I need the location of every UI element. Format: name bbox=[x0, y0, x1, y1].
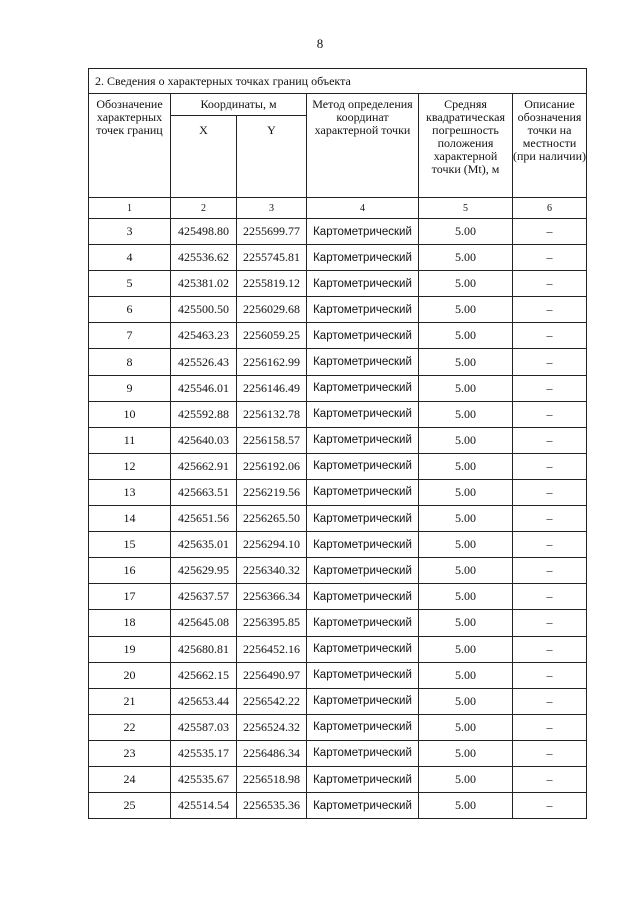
error-cell: 5.00 bbox=[419, 401, 513, 427]
description-cell: – bbox=[513, 714, 587, 740]
point-number-cell: 10 bbox=[89, 401, 171, 427]
header-x: X bbox=[171, 116, 237, 198]
error-cell: 5.00 bbox=[419, 297, 513, 323]
description-cell: – bbox=[513, 506, 587, 532]
point-number-cell: 6 bbox=[89, 297, 171, 323]
point-number-cell: 13 bbox=[89, 479, 171, 505]
error-cell: 5.00 bbox=[419, 636, 513, 662]
y-coordinate-cell: 2256294.10 bbox=[237, 532, 307, 558]
description-cell: – bbox=[513, 349, 587, 375]
point-number-cell: 4 bbox=[89, 245, 171, 271]
point-number-cell: 3 bbox=[89, 219, 171, 245]
description-cell: – bbox=[513, 584, 587, 610]
method-cell: Картометрический bbox=[307, 584, 419, 610]
column-number: 3 bbox=[237, 198, 307, 219]
column-number: 2 bbox=[171, 198, 237, 219]
error-cell: 5.00 bbox=[419, 584, 513, 610]
description-cell: – bbox=[513, 558, 587, 584]
x-coordinate-cell: 425662.91 bbox=[171, 453, 237, 479]
table-row bbox=[89, 584, 587, 610]
y-coordinate-cell: 2256490.97 bbox=[237, 662, 307, 688]
method-cell: Картометрический bbox=[307, 610, 419, 636]
description-cell: – bbox=[513, 610, 587, 636]
point-number-cell: 9 bbox=[89, 375, 171, 401]
description-cell: – bbox=[513, 297, 587, 323]
table-row bbox=[89, 558, 587, 584]
y-coordinate-cell: 2256192.06 bbox=[237, 453, 307, 479]
table-row bbox=[89, 401, 587, 427]
y-coordinate-cell: 2255745.81 bbox=[237, 245, 307, 271]
table-row bbox=[89, 688, 587, 714]
y-coordinate-cell: 2256524.32 bbox=[237, 714, 307, 740]
x-coordinate-cell: 425592.88 bbox=[171, 401, 237, 427]
y-coordinate-cell: 2255819.12 bbox=[237, 271, 307, 297]
header-y: Y bbox=[237, 116, 307, 198]
x-coordinate-cell: 425663.51 bbox=[171, 479, 237, 505]
table-row bbox=[89, 323, 587, 349]
error-cell: 5.00 bbox=[419, 662, 513, 688]
y-coordinate-cell: 2256486.34 bbox=[237, 740, 307, 766]
error-cell: 5.00 bbox=[419, 793, 513, 819]
x-coordinate-cell: 425498.80 bbox=[171, 219, 237, 245]
x-coordinate-cell: 425645.08 bbox=[171, 610, 237, 636]
x-coordinate-cell: 425514.54 bbox=[171, 793, 237, 819]
method-cell: Картометрический bbox=[307, 479, 419, 505]
point-number-cell: 22 bbox=[89, 714, 171, 740]
y-coordinate-cell: 2256265.50 bbox=[237, 506, 307, 532]
x-coordinate-cell: 425546.01 bbox=[171, 375, 237, 401]
description-cell: – bbox=[513, 401, 587, 427]
error-cell: 5.00 bbox=[419, 479, 513, 505]
method-cell: Картометрический bbox=[307, 453, 419, 479]
point-number-cell: 11 bbox=[89, 427, 171, 453]
method-cell: Картометрический bbox=[307, 740, 419, 766]
table-row bbox=[89, 610, 587, 636]
point-number-cell: 5 bbox=[89, 271, 171, 297]
x-coordinate-cell: 425640.03 bbox=[171, 427, 237, 453]
y-coordinate-cell: 2256452.16 bbox=[237, 636, 307, 662]
y-coordinate-cell: 2256518.98 bbox=[237, 766, 307, 792]
column-number: 4 bbox=[307, 198, 419, 219]
point-number-cell: 12 bbox=[89, 453, 171, 479]
method-cell: Картометрический bbox=[307, 558, 419, 584]
y-coordinate-cell: 2256340.32 bbox=[237, 558, 307, 584]
y-coordinate-cell: 2255699.77 bbox=[237, 219, 307, 245]
y-coordinate-cell: 2256162.99 bbox=[237, 349, 307, 375]
point-number-cell: 7 bbox=[89, 323, 171, 349]
point-number-cell: 15 bbox=[89, 532, 171, 558]
method-cell: Картометрический bbox=[307, 532, 419, 558]
point-number-cell: 24 bbox=[89, 766, 171, 792]
description-cell: – bbox=[513, 662, 587, 688]
method-cell: Картометрический bbox=[307, 349, 419, 375]
method-cell: Картометрический bbox=[307, 662, 419, 688]
x-coordinate-cell: 425587.03 bbox=[171, 714, 237, 740]
point-number-cell: 20 bbox=[89, 662, 171, 688]
table-row bbox=[89, 349, 587, 375]
description-cell: – bbox=[513, 636, 587, 662]
x-coordinate-cell: 425526.43 bbox=[171, 349, 237, 375]
description-cell: – bbox=[513, 271, 587, 297]
y-coordinate-cell: 2256535.36 bbox=[237, 793, 307, 819]
point-number-cell: 19 bbox=[89, 636, 171, 662]
y-coordinate-cell: 2256366.34 bbox=[237, 584, 307, 610]
error-cell: 5.00 bbox=[419, 427, 513, 453]
method-cell: Картометрический bbox=[307, 714, 419, 740]
y-coordinate-cell: 2256029.68 bbox=[237, 297, 307, 323]
error-cell: 5.00 bbox=[419, 532, 513, 558]
column-number-row bbox=[89, 198, 587, 219]
table-row bbox=[89, 479, 587, 505]
table-row bbox=[89, 662, 587, 688]
table-row bbox=[89, 532, 587, 558]
column-number: 6 bbox=[513, 198, 587, 219]
error-cell: 5.00 bbox=[419, 453, 513, 479]
method-cell: Картометрический bbox=[307, 219, 419, 245]
table-row bbox=[89, 297, 587, 323]
error-cell: 5.00 bbox=[419, 558, 513, 584]
description-cell: – bbox=[513, 766, 587, 792]
x-coordinate-cell: 425535.17 bbox=[171, 740, 237, 766]
table-row bbox=[89, 793, 587, 819]
point-number-cell: 25 bbox=[89, 793, 171, 819]
header-coordinates: Координаты, м bbox=[171, 94, 307, 116]
page-number: 8 bbox=[316, 36, 324, 51]
error-cell: 5.00 bbox=[419, 323, 513, 349]
section-title: 2. Сведения о характерных точках границ объекта bbox=[89, 69, 587, 94]
description-cell: – bbox=[513, 245, 587, 271]
description-cell: – bbox=[513, 323, 587, 349]
method-cell: Картометрический bbox=[307, 766, 419, 792]
method-cell: Картометрический bbox=[307, 506, 419, 532]
x-coordinate-cell: 425536.62 bbox=[171, 245, 237, 271]
x-coordinate-cell: 425500.50 bbox=[171, 297, 237, 323]
description-cell: – bbox=[513, 427, 587, 453]
x-coordinate-cell: 425463.23 bbox=[171, 323, 237, 349]
error-cell: 5.00 bbox=[419, 714, 513, 740]
point-number-cell: 14 bbox=[89, 506, 171, 532]
header-description: Описание обозначения точки на местности (при наличии) bbox=[513, 94, 587, 198]
method-cell: Картометрический bbox=[307, 297, 419, 323]
description-cell: – bbox=[513, 219, 587, 245]
method-cell: Картометрический bbox=[307, 323, 419, 349]
y-coordinate-cell: 2256146.49 bbox=[237, 375, 307, 401]
method-cell: Картометрический bbox=[307, 793, 419, 819]
table-row bbox=[89, 766, 587, 792]
error-cell: 5.00 bbox=[419, 506, 513, 532]
error-cell: 5.00 bbox=[419, 740, 513, 766]
description-cell: – bbox=[513, 532, 587, 558]
error-cell: 5.00 bbox=[419, 688, 513, 714]
y-coordinate-cell: 2256132.78 bbox=[237, 401, 307, 427]
y-coordinate-cell: 2256395.85 bbox=[237, 610, 307, 636]
boundary-points-table bbox=[88, 68, 587, 819]
column-number: 5 bbox=[419, 198, 513, 219]
error-cell: 5.00 bbox=[419, 349, 513, 375]
table-row bbox=[89, 375, 587, 401]
table-row bbox=[89, 506, 587, 532]
table-row bbox=[89, 427, 587, 453]
error-cell: 5.00 bbox=[419, 766, 513, 792]
x-coordinate-cell: 425629.95 bbox=[171, 558, 237, 584]
point-number-cell: 21 bbox=[89, 688, 171, 714]
method-cell: Картометрический bbox=[307, 271, 419, 297]
table-row bbox=[89, 740, 587, 766]
x-coordinate-cell: 425653.44 bbox=[171, 688, 237, 714]
point-number-cell: 16 bbox=[89, 558, 171, 584]
x-coordinate-cell: 425680.81 bbox=[171, 636, 237, 662]
description-cell: – bbox=[513, 793, 587, 819]
x-coordinate-cell: 425381.02 bbox=[171, 271, 237, 297]
y-coordinate-cell: 2256158.57 bbox=[237, 427, 307, 453]
header-point: Обозначение характерных точек границ bbox=[89, 94, 171, 198]
point-number-cell: 18 bbox=[89, 610, 171, 636]
description-cell: – bbox=[513, 479, 587, 505]
table-row bbox=[89, 245, 587, 271]
x-coordinate-cell: 425637.57 bbox=[171, 584, 237, 610]
method-cell: Картометрический bbox=[307, 688, 419, 714]
description-cell: – bbox=[513, 740, 587, 766]
error-cell: 5.00 bbox=[419, 219, 513, 245]
description-cell: – bbox=[513, 375, 587, 401]
column-number: 1 bbox=[89, 198, 171, 219]
x-coordinate-cell: 425662.15 bbox=[171, 662, 237, 688]
method-cell: Картометрический bbox=[307, 245, 419, 271]
error-cell: 5.00 bbox=[419, 271, 513, 297]
point-number-cell: 8 bbox=[89, 349, 171, 375]
error-cell: 5.00 bbox=[419, 375, 513, 401]
point-number-cell: 17 bbox=[89, 584, 171, 610]
method-cell: Картометрический bbox=[307, 427, 419, 453]
error-cell: 5.00 bbox=[419, 245, 513, 271]
header-error: Средняя квадратическая погрешность положения характерной точки (Mt), м bbox=[419, 94, 513, 198]
y-coordinate-cell: 2256219.56 bbox=[237, 479, 307, 505]
header-method: Метод определения координат характерной точки bbox=[307, 94, 419, 198]
y-coordinate-cell: 2256542.22 bbox=[237, 688, 307, 714]
point-number-cell: 23 bbox=[89, 740, 171, 766]
table-row bbox=[89, 453, 587, 479]
x-coordinate-cell: 425651.56 bbox=[171, 506, 237, 532]
y-coordinate-cell: 2256059.25 bbox=[237, 323, 307, 349]
error-cell: 5.00 bbox=[419, 610, 513, 636]
points-body bbox=[89, 219, 587, 819]
x-coordinate-cell: 425535.67 bbox=[171, 766, 237, 792]
table-row bbox=[89, 219, 587, 245]
description-cell: – bbox=[513, 688, 587, 714]
table-row bbox=[89, 714, 587, 740]
method-cell: Картометрический bbox=[307, 375, 419, 401]
table-row bbox=[89, 271, 587, 297]
description-cell: – bbox=[513, 453, 587, 479]
method-cell: Картометрический bbox=[307, 636, 419, 662]
x-coordinate-cell: 425635.01 bbox=[171, 532, 237, 558]
method-cell: Картометрический bbox=[307, 401, 419, 427]
table-row bbox=[89, 636, 587, 662]
